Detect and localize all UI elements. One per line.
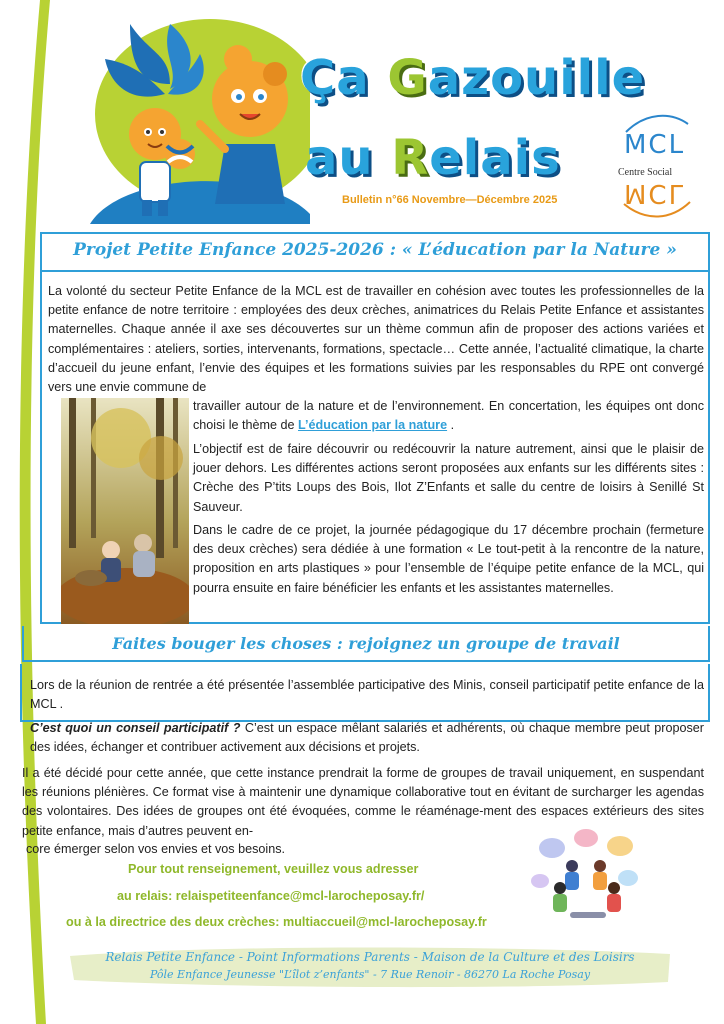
section-projet-paragraph-1-cont: travailler autour de la nature et de l’environnement. En concertation, les équipes ont donc choisi le thème de L’éducation par la nature .	[193, 399, 704, 433]
section-projet-paragraph-1: La volonté du secteur Petite Enfance de la MCL est de travailler en cohésion avec toutes les professionnelles de la petite enfance de notre territoire : employées des deux crèches, animatrices du Relais Petite Enfance et assistantes maternelles. Chaque année il axe ses découvertes sur un thème commun afin de proposer des actions variées et complémentaires : ateliers, sorties, intervenants, formations, spectacle… Cette année, l’actualité climatique, la charte d’accueil du jeune enfant, l’envie des équipes et les formations suivies par les responsables du RPE ont convergé vers une envie commune de	[48, 284, 704, 395]
ball-icon	[165, 139, 195, 169]
contact-intro: Pour tout renseignement, veuillez vous adresser	[128, 862, 419, 876]
newsletter-title-line1: Ça Gazouille	[300, 50, 646, 106]
section-projet-paragraph-3: Dans le cadre de ce projet, la journée pédagogique du 17 décembre prochain (fermeture des deux crèches) sera dédiée à une formation « Le tout-petit à la rencontre de la nature, proposition en arts plastiques » pour l’ensemble de l’équipe petite enfance de la MCL, qui pourra ensuite en faire bénéficier les enfants et les assistantes maternelles.	[193, 523, 704, 595]
speech-bubble-icon	[531, 829, 638, 888]
header-illustration	[60, 14, 310, 224]
section-groupe-paragraph-1: Lors de la réunion de rentrée a été présentée l’assemblée participative des Minis, conseil participatif petite enfance de la MCL .	[30, 678, 704, 712]
newsletter-title-line2: au Relais	[305, 130, 561, 186]
section-projet-paragraph-2: L’objectif est de faire découvrir ou redécouvrir la nature autrement, ainsi que le plaisir de jouer dehors. Les différentes actions seront proposées aux enfants sur les différents sites : Crèche des P’tits Loups des Bois, Ilot Z’Enfants et salle du centre de loisirs à Senillé St Sauveur.	[193, 442, 704, 514]
logo-centre-social-text: Centre Social	[618, 167, 673, 178]
section-projet-heading: Projet Petite Enfance 2025-2026 : « L’éducation par la Nature »	[73, 240, 677, 260]
section-groupe-paragraph-2: C’est quoi un conseil participatif ? C’est un espace mêlant salariés et adhérents, où chaque membre peut proposer des idées, échanger et contribuer activement aux décisions et projets.	[30, 721, 704, 755]
bulletin-number: Bulletin n°66 Novembre—Décembre 2025	[342, 194, 558, 206]
footer-line-2: Pôle Enfance Jeunesse "L’îlot z’enfants" - 7 Rue Renoir - 86270 La Roche Posay	[149, 968, 591, 981]
contact-relais-email[interactable]: au relais: relaispetiteenfance@mcl-larocheposay.fr/	[117, 889, 425, 903]
education-nature-link[interactable]: L’éducation par la nature	[298, 418, 448, 433]
section-groupe-heading: Faites bouger les choses : rejoignez un groupe de travail	[112, 634, 620, 653]
group-discussion-illustration	[530, 826, 642, 922]
logo-mcl-mirror-text: MCL	[624, 178, 686, 208]
contact-creches-email[interactable]: ou à la directrice des deux crèches: multiaccueil@mcl-larocheposay.fr	[66, 915, 487, 929]
question-label: C’est quoi un conseil participatif ?	[30, 721, 241, 735]
section-groupe-paragraph-3: Il a été décidé pour cette année, que cette instance prendrait la forme de groupes de travail uniquement, en suspendant les réunions plénières. Ce format vise à maintenir une dynamique collaborative tout en évitant de surcharger les agendas des volontaires. Des idées de groupes ont été évoquées, comme le réaménage-ment des espaces extérieurs des sites petite enfance, mais d’autres peuvent en-	[22, 766, 704, 838]
children-in-forest-photo	[61, 398, 189, 624]
mcl-centre-social-logo	[616, 112, 696, 222]
logo-mcl-text: MCL	[624, 130, 686, 160]
footer-line-1: Relais Petite Enfance - Point Informations Parents - Maison de la Culture et des Loisirs	[105, 950, 635, 964]
section-projet-divider	[40, 270, 710, 272]
people-icon	[553, 860, 621, 918]
section-groupe-paragraph-3-end: core émerger selon vos envies et vos besoins.	[26, 842, 286, 856]
